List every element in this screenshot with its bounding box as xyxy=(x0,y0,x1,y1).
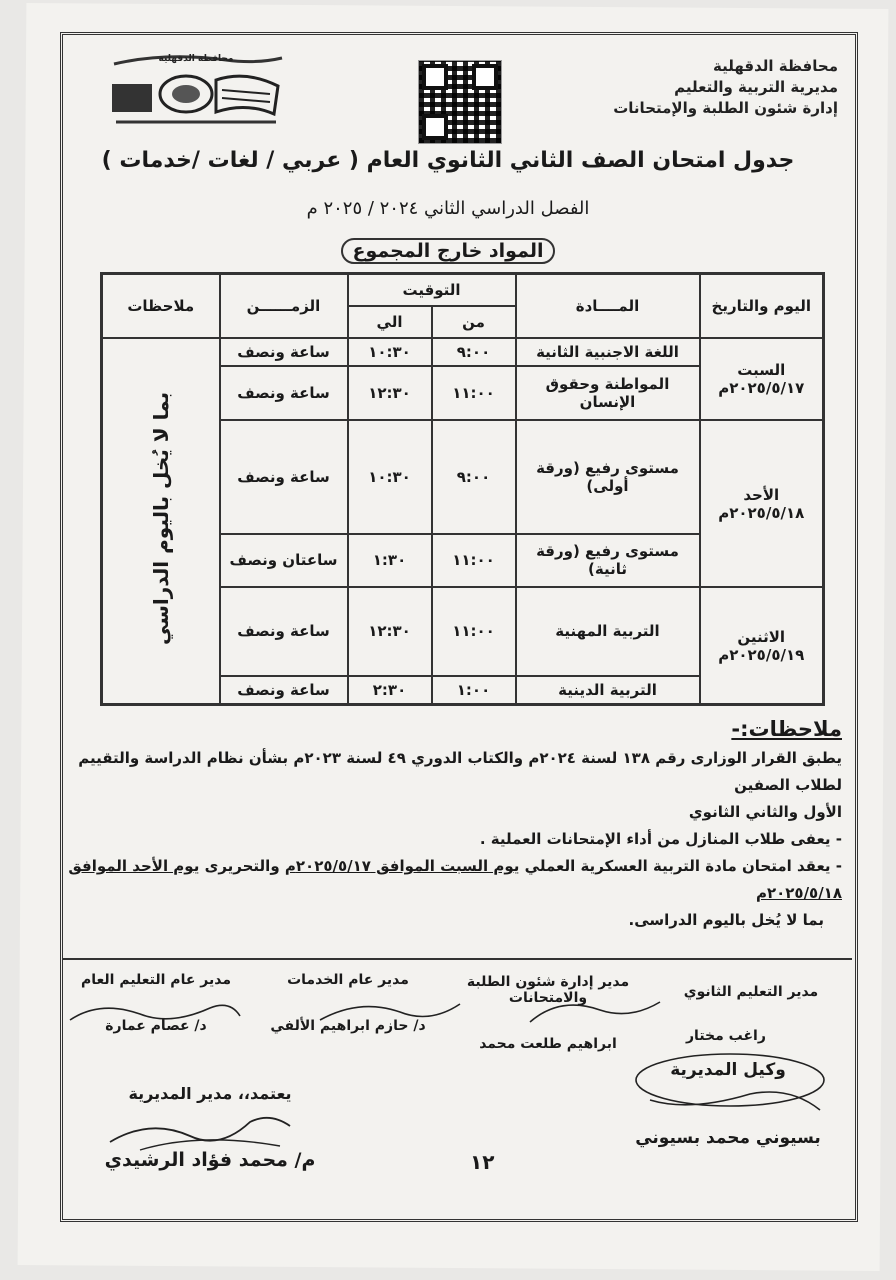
day-cell xyxy=(700,420,824,587)
director-name: م/ محمد فؤاد الرشيدي xyxy=(104,1149,316,1171)
note-1-continued: الأول والثاني الثانوي xyxy=(688,803,842,821)
col-duration-header: الزمــــــن xyxy=(220,274,348,339)
duration-cell: ساعة ونصف xyxy=(220,338,348,366)
col-subject-header: المــــادة xyxy=(516,274,700,339)
to-cell: ١٠:٣٠ xyxy=(348,420,432,534)
vertical-note: بما لا يُخل باليوم الدراسي xyxy=(148,392,173,646)
duration-cell: ساعة ونصف xyxy=(220,587,348,675)
from-cell: ٩:٠٠ xyxy=(432,420,516,534)
day-name: الأحد xyxy=(743,485,780,504)
col-from-header: من xyxy=(432,306,516,338)
to-cell: ٢:٣٠ xyxy=(348,676,432,705)
signatory-name: د/ حازم ابراهيم الألفي xyxy=(270,1018,426,1034)
duration-cell: ساعة ونصف xyxy=(220,420,348,534)
header-line-2: مديرية التربية والتعليم xyxy=(674,78,838,96)
issuer-header xyxy=(608,56,838,119)
note-3-part-b: يوم السبت الموافق ٢٠٢٥/٥/١٧م xyxy=(284,857,520,875)
day-name: السبت xyxy=(737,360,786,379)
note-1: يطبق القرار الوزارى رقم ١٣٨ لسنة ٢٠٢٤م والكتاب الدوري ٤٩ لسنة ٢٠٢٣م بشأن نظام الدراسة والتقييم لطلاب الصفين xyxy=(78,749,842,794)
note-3-part-d: يوم الأحد الموافق ٢٠٢٥/٥/١٨م xyxy=(68,857,842,902)
signature-scribbles-top xyxy=(60,990,700,1040)
col-to-header: الي xyxy=(348,306,432,338)
section-label: المواد خارج المجموع xyxy=(341,238,556,264)
page-title: جدول امتحان الصف الثاني الثانوي العام ( عربي / لغات /خدمات ) xyxy=(101,148,795,173)
day-cell xyxy=(700,587,824,704)
signatory-title: مدير إدارة شئون الطلبة والامتحانات xyxy=(466,974,630,1006)
qr-code xyxy=(418,60,502,144)
from-cell: ١١:٠٠ xyxy=(432,534,516,588)
subject-cell: اللغة الاجنبية الثانية xyxy=(516,338,700,366)
day-date: ٢٠٢٥/٥/١٧م xyxy=(718,378,805,397)
header-line-3: إدارة شئون الطلبة والإمتحانات xyxy=(613,99,838,117)
signatory-name: راغب مختار xyxy=(686,1028,766,1044)
to-cell: ١:٣٠ xyxy=(348,534,432,588)
approval-label: يعتمد،، مدير المديرية xyxy=(128,1084,292,1103)
duration-cell: ساعة ونصف xyxy=(220,366,348,420)
semester-subtitle: الفصل الدراسي الثاني ٢٠٢٤ / ٢٠٢٥ م xyxy=(306,198,590,219)
signatory-title: مدير عام الخدمات xyxy=(287,972,409,988)
note-3-part-c: والتحريرى xyxy=(204,857,280,875)
day-cell xyxy=(700,338,824,420)
col-day-header: اليوم والتاريخ xyxy=(700,274,824,339)
day-date: ٢٠٢٥/٥/١٩م xyxy=(718,645,805,664)
signatory-title: مدير التعليم الثانوي xyxy=(683,984,819,1000)
from-cell: ١:٠٠ xyxy=(432,676,516,705)
notes-section xyxy=(62,716,842,934)
signatory-name: ابراهيم طلعت محمد xyxy=(479,1036,617,1052)
from-cell: ١١:٠٠ xyxy=(432,366,516,420)
deputy-signature-mark xyxy=(630,1050,830,1120)
subject-cell: مستوى رفيع (ورقة ثانية) xyxy=(516,534,700,588)
subject-cell: المواطنة وحقوق الإنسان xyxy=(516,366,700,420)
header-row xyxy=(102,274,824,307)
page-number: ١٢ xyxy=(470,1150,495,1174)
notes-cell xyxy=(102,338,220,705)
table-row xyxy=(102,338,824,366)
exam-schedule-table xyxy=(100,272,825,706)
note-2: - يعفى طلاب المنازل من أداء الإمتحانات العملية . xyxy=(479,830,842,848)
subject-cell: التربية الدينية xyxy=(516,676,700,705)
from-cell: ١١:٠٠ xyxy=(432,587,516,675)
note-3-part-a: - يعقد امتحان مادة التربية العسكرية العملي xyxy=(524,857,842,875)
duration-cell: ساعة ونصف xyxy=(220,676,348,705)
col-notes-header: ملاحظات xyxy=(102,274,220,339)
svg-text:محافظة الدقهلية: محافظة الدقهلية xyxy=(158,54,234,64)
to-cell: ١٢:٣٠ xyxy=(348,587,432,675)
section-title xyxy=(80,240,816,262)
day-name: الاثنين xyxy=(737,627,786,646)
governorate-logo xyxy=(106,50,286,130)
divider xyxy=(62,958,852,960)
subject-cell: التربية المهنية xyxy=(516,587,700,675)
signatory-name: د/ عصام عمارة xyxy=(105,1018,207,1034)
signatory-title: وكيل المديرية xyxy=(670,1060,786,1080)
note-4: بما لا يُخل باليوم الدراسى. xyxy=(628,911,824,929)
from-cell: ٩:٠٠ xyxy=(432,338,516,366)
signatory-title: مدير عام التعليم العام xyxy=(81,972,231,988)
duration-cell: ساعتان ونصف xyxy=(220,534,348,588)
notes-heading: ملاحظات:- xyxy=(731,717,842,741)
signatory-name: بسيوني محمد بسيوني xyxy=(635,1128,821,1148)
subject-cell: مستوى رفيع (ورقة أولى) xyxy=(516,420,700,534)
to-cell: ١٠:٣٠ xyxy=(348,338,432,366)
note-3 xyxy=(62,853,842,907)
header-line-1: محافظة الدقهلية xyxy=(713,57,838,75)
day-date: ٢٠٢٥/٥/١٨م xyxy=(718,503,805,522)
col-timing-header: التوقيت xyxy=(348,274,516,307)
to-cell: ١٢:٣٠ xyxy=(348,366,432,420)
director-signature-mark xyxy=(100,1106,300,1156)
